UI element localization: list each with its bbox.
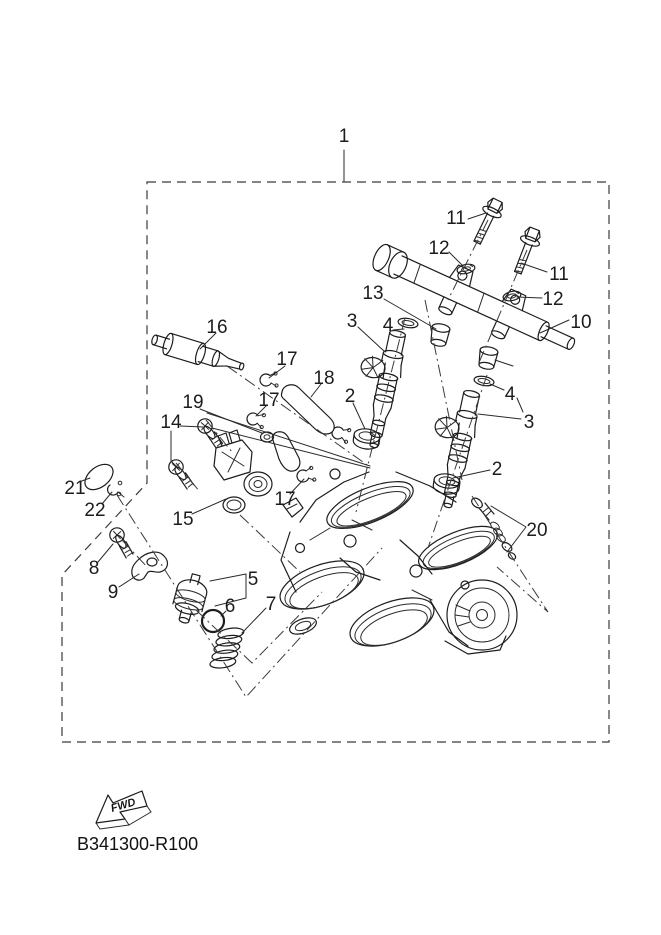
- callout-20[interactable]: 20: [526, 520, 548, 541]
- callout-18[interactable]: 18: [313, 368, 335, 389]
- callout-11[interactable]: 11: [549, 264, 569, 285]
- callout-12[interactable]: 12: [428, 238, 450, 259]
- callout-16[interactable]: 16: [206, 317, 228, 338]
- callout-labels: [64, 126, 591, 617]
- callout-3[interactable]: 3: [346, 311, 358, 332]
- callout-4[interactable]: 4: [382, 315, 394, 336]
- fwd-arrow-icon: [96, 791, 151, 829]
- callout-9[interactable]: 9: [107, 582, 119, 603]
- callout-14[interactable]: 14: [160, 412, 182, 433]
- callout-5[interactable]: 5: [247, 569, 259, 590]
- sensor-16-drawing: [149, 329, 247, 378]
- callout-15[interactable]: 15: [172, 509, 194, 530]
- screw-drawing: [167, 459, 196, 489]
- clamp-drawing: [260, 372, 278, 387]
- clamp-drawing: [296, 466, 316, 484]
- screw-drawing: [106, 527, 137, 559]
- callout-3[interactable]: 3: [523, 412, 535, 433]
- oring-6-drawing: [202, 610, 224, 632]
- callout-2[interactable]: 2: [344, 386, 356, 407]
- callout-11[interactable]: 11: [446, 208, 466, 229]
- injector-drawing: [419, 385, 484, 510]
- callout-17[interactable]: 17: [276, 349, 298, 370]
- cap-21-drawing: [80, 459, 118, 494]
- screw-drawing: [196, 418, 225, 448]
- callout-21[interactable]: 21: [64, 478, 86, 499]
- callout-17[interactable]: 17: [258, 390, 280, 411]
- callout-7[interactable]: 7: [265, 594, 277, 615]
- drawing-code: B341300-R100: [77, 834, 199, 854]
- callout-6[interactable]: 6: [224, 596, 236, 617]
- fwd-label: FWD: [109, 796, 137, 815]
- callout-12[interactable]: 12: [542, 289, 564, 310]
- callout-4[interactable]: 4: [504, 384, 516, 405]
- hose-drawing: [272, 385, 334, 471]
- callout-10[interactable]: 10: [570, 312, 592, 333]
- callout-17[interactable]: 17: [274, 489, 296, 510]
- damper-drawing: [477, 345, 499, 370]
- callout-8[interactable]: 8: [88, 558, 100, 579]
- callout-13[interactable]: 13: [362, 283, 384, 304]
- throttle-body-drawing: [274, 469, 517, 656]
- callout-19[interactable]: 19: [182, 392, 204, 413]
- boundary-box: [62, 182, 609, 742]
- callout-22[interactable]: 22: [84, 500, 106, 521]
- callout-2[interactable]: 2: [491, 459, 503, 480]
- callout-1[interactable]: 1: [338, 126, 350, 147]
